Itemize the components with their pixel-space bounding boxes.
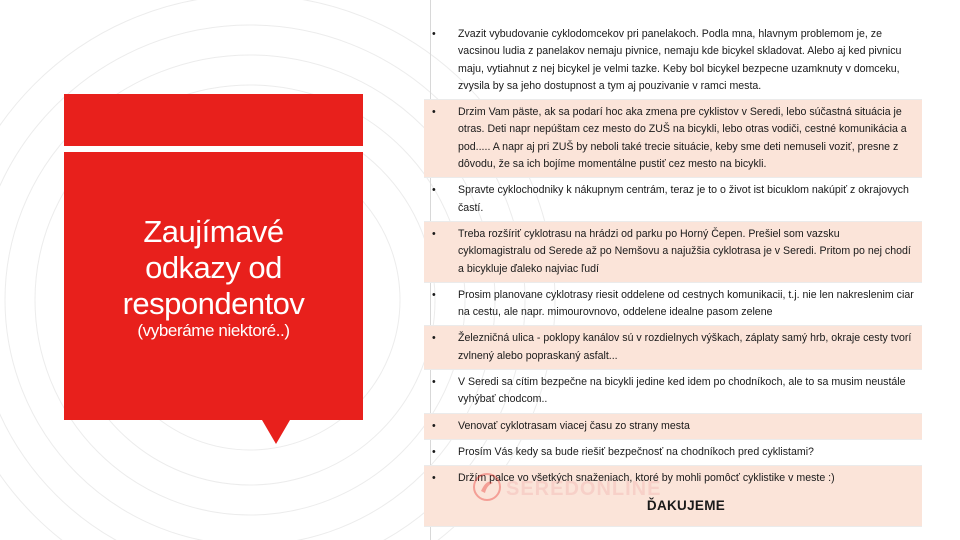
responses-table [424,22,922,527]
response-row [424,178,922,222]
watermark-text: SEREDONLINE [506,478,662,500]
bullet: • [432,288,436,301]
title-panel [64,94,363,420]
response-row [424,222,922,283]
bullet: • [432,184,436,197]
bullet: • [432,472,436,485]
response-text: Venovať cyklotrasam viacej času zo strany mesta [458,419,690,432]
watermark-emblem-icon [472,472,502,502]
response-row [424,414,922,440]
bullet: • [432,106,436,119]
closing-thanks: ĎAKUJEME [646,497,726,513]
bullet: • [432,28,436,40]
response-text: Prosim planovane cyklotrasy riesit oddelene od cestnych komunikacii, t.j. nie len nakreslenim ciar na cestu, ale napr. mimourovnovo, oddelene idealne pasom zelene [458,288,914,319]
bullet: • [432,376,436,389]
title-pointer [262,420,290,444]
response-text: V Seredi sa cítim bezpečne na bicykli jedine ked idem po chodníkoch, ale to sa musim neustále vyhýbať chodcom.. [458,376,906,406]
response-text: Železničná ulica - poklopy kanálov sú v rozdielnych výškach, záplaty samý hrb, okraje cesty tvorí zvlnený alebo popraskaný asfalt... [458,332,912,362]
response-text: Držím palce vo všetkých snaženiach, ktoré by mohli pomôcť cyklistike v meste :) [458,472,835,485]
response-row [424,22,922,100]
title-band [64,146,363,152]
title-text-block [64,214,363,342]
response-row [424,326,922,370]
response-text: Drzim Vam päste, ak sa podarí hoc aka zmena pre cyklistov v Seredi, lebo súčastná situácia je otras. Deti napr nepúštam cez mesto do ZUŠ na bicykli, lebo otras vodiči, cestné komunikácia a pod..... A napr aj pri ZUŠ by neboli také trecie situácie, keby sme deti nemuseli voziť, presne z dôvodu, že sa ich bojíme momentálne pustiť cez mesto na bicykli. [458,106,907,171]
response-row [424,283,922,327]
response-text: Treba rozšíriť cyklotrasu na hrádzi od parku po Horný Čepen. Prešiel som vazsku cyklomagistralu od Serede až po Nemšovu a najužšia cyklotrasa je v Seredi. Pritom po nej chodí a bicykluje ďaleko najviac ľudí [458,227,911,275]
response-text: Zvazit vybudovanie cyklodomcekov pri panelakoch. Podla mna, hlavnym problemom je, ze vacsinou ludia z panelakov nemaju pivnice, nemaju kde bicykel skladovat. Alebo aj ked pivnicu maju, vytiahnut z nej bicykel je velmi tazke. Keby bol bicykel bezpecne uzamknuty v domceku, zvysila by sa jeho dostupnost a tym aj pouzivanie v ramci mesta. [458,28,902,92]
bullet: • [432,332,436,345]
slide-subtitle: (vyberáme niektoré..) [137,321,290,340]
response-text: Prosím Vás kedy sa bude riešiť bezpečnosť na chodníkoch pred cyklistami? [458,445,814,458]
bullet: • [432,445,436,458]
response-text: Spravte cyklochodniky k nákupnym centrám, teraz je to o život ist bicuklom nakúpiť z okrajovych častí. [458,184,909,214]
response-row [424,100,922,178]
response-row [424,370,922,414]
response-row [424,440,922,466]
slide-title: Zaujímavé odkazy od respondentov [122,214,305,321]
bullet: • [432,419,436,432]
bullet: • [432,227,436,240]
